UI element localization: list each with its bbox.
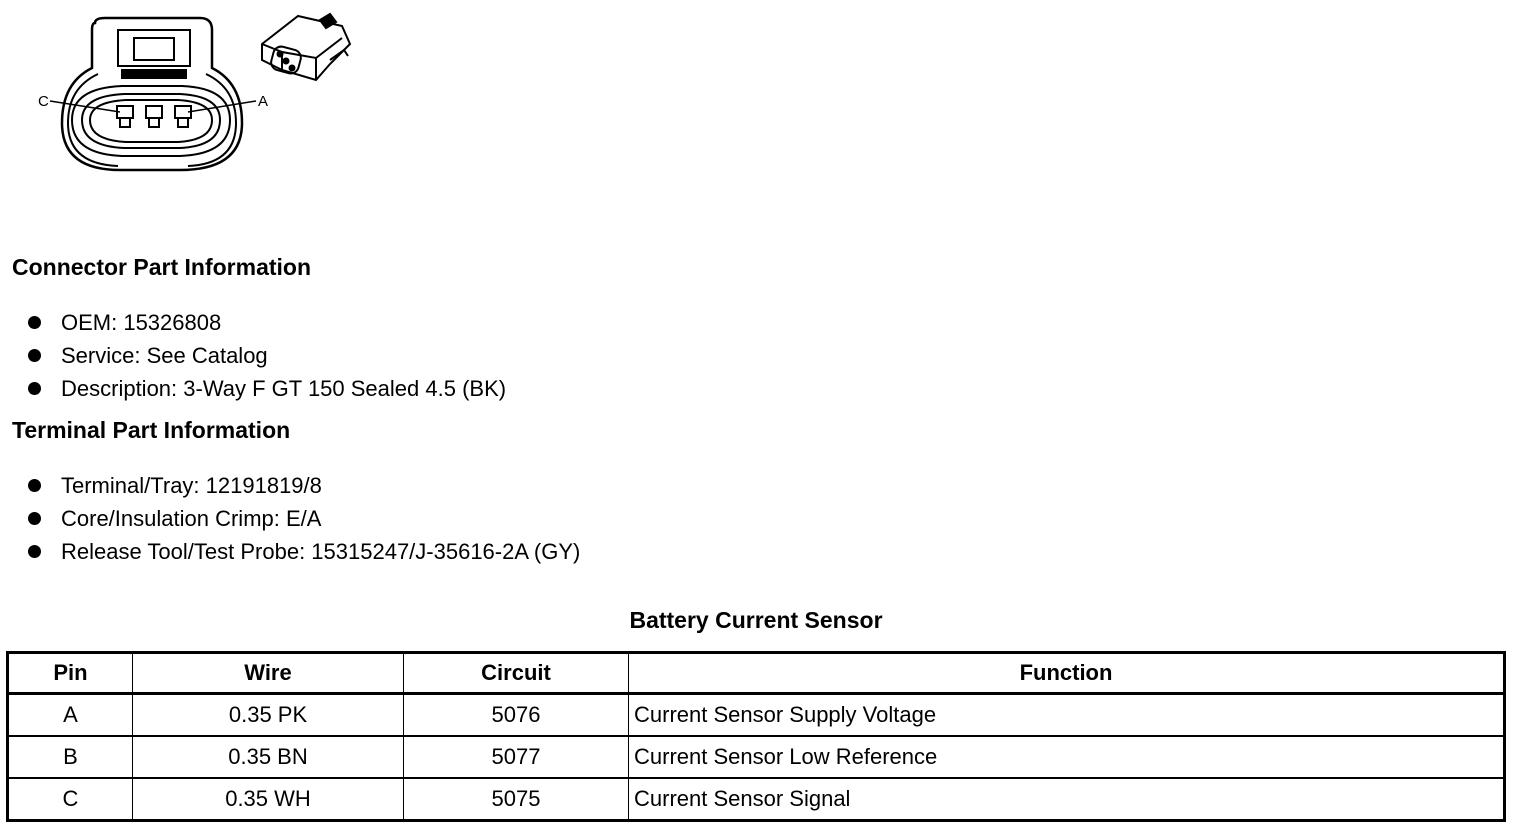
cell-pin: A [8,694,133,737]
connector-face-drawing [50,18,256,170]
table-row [8,736,1505,778]
connector-part-list [28,309,506,408]
connector-illustration [30,8,370,188]
header-function: Function [629,653,1505,694]
list-item-text: Core/Insulation Crimp: E/A [61,506,322,531]
list-item-text: Release Tool/Test Probe: 15315247/J-35616-2A (GY) [61,539,581,564]
table-header-row [8,653,1505,694]
list-item [28,342,506,375]
terminal-cavities [117,106,191,127]
list-item-text: OEM: 15326808 [61,310,222,335]
list-item [28,309,506,342]
bullet-icon [28,512,41,525]
pin-label-c: C [38,93,49,110]
list-item [28,375,506,408]
cell-function: Current Sensor Signal [629,778,1505,821]
pinout-table [6,651,1506,822]
terminal-part-title: Terminal Part Information [12,417,291,443]
table-row [8,778,1505,821]
list-item-text: Terminal/Tray: 12191819/8 [61,473,322,498]
bullet-icon [28,349,41,362]
cell-circuit: 5076 [404,694,629,737]
table-title: Battery Current Sensor [629,607,883,633]
bullet-icon [28,382,41,395]
list-item [28,472,580,505]
pin-label-a: A [258,93,269,110]
cell-circuit: 5077 [404,736,629,778]
cell-function: Current Sensor Supply Voltage [629,694,1505,737]
cell-pin: C [8,778,133,821]
list-item [28,538,580,571]
list-item-text: Description: 3-Way F GT 150 Sealed 4.5 (BK) [61,376,507,401]
list-item-text: Service: See Catalog [61,343,268,368]
bullet-icon [28,479,41,492]
cell-pin: B [8,736,133,778]
terminal-part-list [28,472,580,571]
list-item [28,505,580,538]
header-pin: Pin [8,653,133,694]
bullet-icon [28,316,41,329]
header-wire: Wire [133,653,404,694]
connector-3d-drawing [262,14,350,80]
cell-function: Current Sensor Low Reference [629,736,1505,778]
cell-wire: 0.35 PK [133,694,404,737]
cell-circuit: 5075 [404,778,629,821]
table-row [8,694,1505,737]
connector-part-title: Connector Part Information [12,254,312,280]
cell-wire: 0.35 WH [133,778,404,821]
cell-wire: 0.35 BN [133,736,404,778]
bullet-icon [28,545,41,558]
header-circuit: Circuit [404,653,629,694]
